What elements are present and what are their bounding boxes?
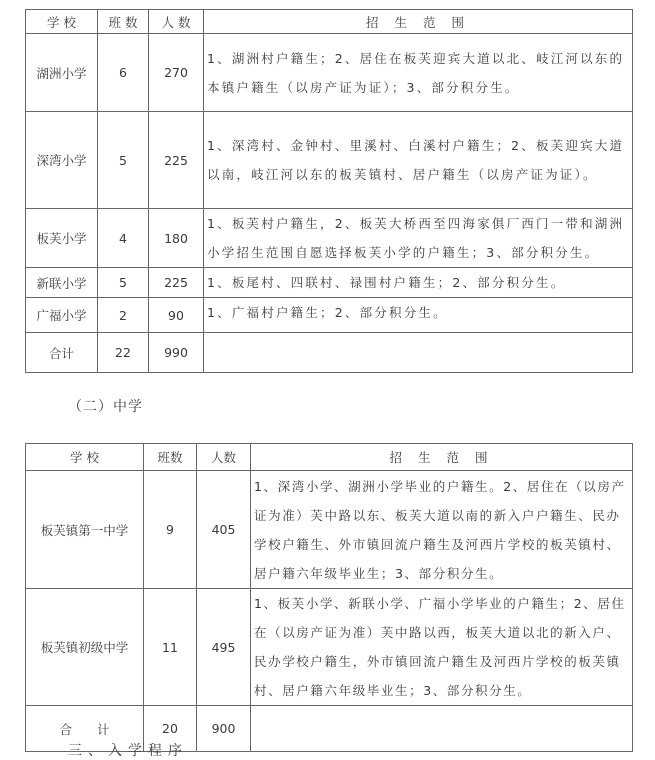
class-count: 5 bbox=[98, 268, 149, 298]
total-students: 990 bbox=[149, 333, 204, 373]
table-row bbox=[26, 112, 633, 209]
class-count: 11 bbox=[144, 589, 197, 706]
total-row bbox=[26, 333, 633, 373]
table-row bbox=[26, 471, 633, 589]
table-header bbox=[26, 10, 633, 34]
school-name: 新联小学 bbox=[26, 268, 98, 298]
header-school: 学 校 bbox=[26, 444, 144, 471]
total-classes: 22 bbox=[98, 333, 149, 373]
enrollment-scope: 1、板芙村户籍生，2、板芙大桥西至四海家俱厂西门一带和湖洲小学招生范围自愿选择板芙小学的户籍生；3、部分积分生。 bbox=[204, 209, 633, 268]
school-name: 深湾小学 bbox=[26, 112, 98, 209]
section-title: （二）中学 bbox=[68, 399, 143, 415]
class-count: 9 bbox=[144, 471, 197, 589]
class-count: 4 bbox=[98, 209, 149, 268]
total-label: 合 计 bbox=[26, 706, 144, 752]
enrollment-scope: 1、板芙小学、新联小学、广福小学毕业的户籍生；2、居住在（以房产证为准）芙中路以西，板芙大道以北的新入户、民办学校户籍生，外市镇回流户籍生及河西片学校的板芙镇村、居户籍六年级毕业生；3、部分积分生。 bbox=[251, 589, 633, 706]
header-classes: 班 数 bbox=[98, 10, 149, 34]
student-count: 90 bbox=[149, 298, 204, 333]
student-count: 225 bbox=[149, 112, 204, 209]
school-name: 板芙镇第一中学 bbox=[26, 471, 144, 589]
school-name: 湖洲小学 bbox=[26, 34, 98, 112]
table-row bbox=[26, 34, 633, 112]
table-header bbox=[26, 444, 633, 471]
school-name: 广福小学 bbox=[26, 298, 98, 333]
student-count: 270 bbox=[149, 34, 204, 112]
total-label: 合计 bbox=[26, 333, 98, 373]
class-count: 5 bbox=[98, 112, 149, 209]
student-count: 405 bbox=[197, 471, 251, 589]
total-scope-empty bbox=[251, 706, 633, 752]
enrollment-scope: 1、深湾村、金钟村、里溪村、白溪村户籍生；2、板芙迎宾大道以南，岐江河以东的板芙镇村、居户籍生（以房产证为证）。 bbox=[204, 112, 633, 209]
header-scope: 招 生 范 围 bbox=[204, 10, 633, 34]
header-scope: 招 生 范 围 bbox=[251, 444, 633, 471]
class-count: 6 bbox=[98, 34, 149, 112]
school-name: 板芙小学 bbox=[26, 209, 98, 268]
next-section-title: 三、入学程序 bbox=[68, 743, 188, 759]
primary-school-table bbox=[25, 9, 633, 373]
school-name: 板芙镇初级中学 bbox=[26, 589, 144, 706]
enrollment-scope: 1、湖洲村户籍生；2、居住在板芙迎宾大道以北、岐江河以东的本镇户籍生（以房产证为证）；3、部分积分生。 bbox=[204, 34, 633, 112]
header-students: 人数 bbox=[197, 444, 251, 471]
header-students: 人 数 bbox=[149, 10, 204, 34]
table-row bbox=[26, 268, 633, 298]
enrollment-scope: 1、深湾小学、湖洲小学毕业的户籍生。2、居住在（以房产证为准）芙中路以东、板芙大道以南的新入户户籍生、民办学校户籍生、外市镇回流户籍生及河西片学校的板芙镇村、居户籍六年级毕业生；3、部分积分生。 bbox=[251, 471, 633, 589]
student-count: 180 bbox=[149, 209, 204, 268]
header-classes: 班数 bbox=[144, 444, 197, 471]
student-count: 495 bbox=[197, 589, 251, 706]
total-students: 900 bbox=[197, 706, 251, 752]
enrollment-scope: 1、板尾村、四联村、禄围村户籍生；2、部分积分生。 bbox=[204, 268, 633, 298]
total-scope-empty bbox=[204, 333, 633, 373]
table-row bbox=[26, 298, 633, 333]
total-classes: 20 bbox=[144, 706, 197, 752]
header-school: 学 校 bbox=[26, 10, 98, 34]
enrollment-scope: 1、广福村户籍生；2、部分积分生。 bbox=[204, 298, 633, 333]
table-row bbox=[26, 589, 633, 706]
class-count: 2 bbox=[98, 298, 149, 333]
table-row bbox=[26, 209, 633, 268]
student-count: 225 bbox=[149, 268, 204, 298]
middle-school-table bbox=[25, 443, 633, 752]
